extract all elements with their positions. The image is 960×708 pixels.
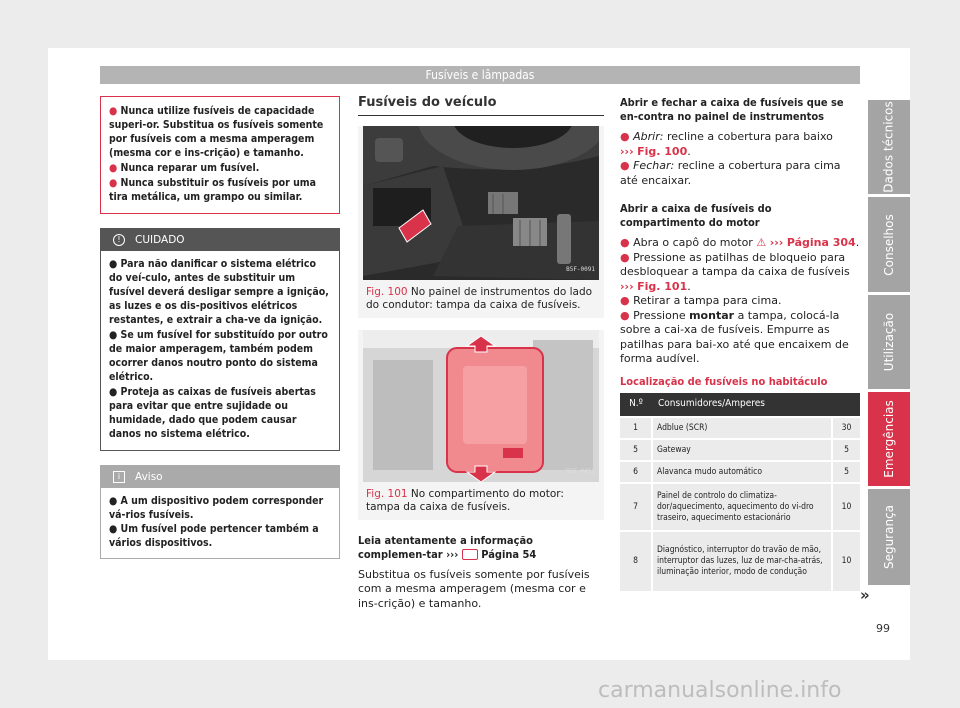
caution-header [101, 229, 339, 251]
note-box [100, 465, 340, 559]
figure-code: B5F-0452 [566, 468, 595, 475]
side-tab-dados-tecnicos[interactable]: Dados técnicos [868, 100, 910, 194]
side-tab-emergencias[interactable]: Emergências [868, 392, 910, 486]
caution-icon: ! [113, 234, 125, 246]
table-row: 6 Alavanca mudo automático 5 [620, 461, 860, 483]
page-number: 99 [876, 622, 890, 635]
engine-step: ● Pressione montar a tampa, colocá-la sobre a cai-xa de fusíveis. Empurre as patilhas para bai-xo até que encaixem de forma audível. [620, 308, 849, 365]
warning-item: ● Nunca utilize fusíveis de capacidade superi-or. Substitua os fusíveis somente por fusíveis com a mesma amperagem (mesma cor e ins-crição) e tamanho. [109, 105, 324, 159]
table-header-row [620, 393, 860, 417]
engine-step: ● Retirar a tampa para cima. [620, 294, 782, 307]
read-more-body: Substitua os fusíveis somente por fusíveis com a mesma amperagem (mesma cor e ins-crição) e tamanho. [358, 567, 590, 610]
warning-item: ● Nunca substituir os fusíveis por uma tira metálica, um grampo ou similar. [109, 177, 317, 203]
side-tab-utilizacao[interactable]: Utilização [868, 295, 910, 389]
close-step: ● Fechar: recline a cobertura para cima até encaixar. [620, 159, 841, 187]
table-row: 1 Adblue (SCR) 30 [620, 417, 860, 439]
warning-item: ● Nunca reparar um fusível. [109, 162, 260, 174]
caution-title: CUIDADO [135, 234, 185, 246]
read-more-heading: Leia atentamente a informação complemen-tar ››› Página 54 [358, 533, 537, 561]
side-tab-seguranca[interactable]: Segurança [868, 489, 910, 585]
table-row: 5 Gateway 5 [620, 439, 860, 461]
engine-step: ● Pressione as patilhas de bloqueio para desbloquear a tampa da caixa de fusíveis ››› Fig. 101. [620, 250, 850, 293]
read-more-link[interactable]: Página 54 [481, 547, 537, 561]
page-304-link[interactable]: Página 304 [786, 236, 856, 249]
column-right [620, 96, 860, 591]
table-row: 7 Painel de controlo do climatiza-dor/aquecimento, aquecimento do vi-dro traseiro, aquecimento estacionário 10 [620, 483, 860, 531]
column-middle [358, 96, 604, 611]
book-warning-icon [462, 549, 478, 560]
note-item: ● Um fusível pode pertencer também a vários dispositivos. [109, 523, 319, 549]
caution-box [100, 228, 340, 451]
fig-101-link[interactable]: Fig. 101 [637, 279, 688, 293]
open-step: ● Abrir: recline a cobertura para baixo ››› Fig. 100. [620, 130, 833, 158]
column-header: N.º [620, 393, 652, 417]
engine-step: ● Abra o capô do motor ⚠ ››› Página 304. [620, 236, 860, 249]
figure-100 [358, 126, 604, 318]
warning-triangle-icon: ⚠ [756, 236, 767, 249]
open-close-heading: Abrir e fechar a caixa de fusíveis que se en-contra no painel de instrumentos [620, 96, 844, 123]
engine-fusebox-image [363, 330, 599, 482]
column-header: Consumidores/Amperes [652, 393, 860, 417]
caution-item: ● Se um fusível for substituído por outro de maior amperagem, também podem ocorrer danos noutro ponto do sistema elétrico. [109, 329, 328, 383]
column-left [100, 96, 340, 559]
table-row: 8 Diagnóstico, interruptor do travão de mão, interruptor das luzes, luz de mar-cha-atrás, iluminação interior, modo de condução 10 [620, 531, 860, 591]
location-title: Localização de fusíveis no habitáculo [620, 374, 828, 388]
figure-101 [358, 330, 604, 520]
fig-100-link[interactable]: Fig. 100 [637, 144, 688, 158]
page-header: Fusíveis e lâmpadas [100, 66, 860, 84]
engine-heading: Abrir a caixa de fusíveis do compartimento do motor [620, 202, 772, 229]
caution-item: ● Proteja as caixas de fusíveis abertas para evitar que entre sujidade ou humidade, dado que podem causar danos no sistema elétrico. [109, 386, 316, 440]
dashboard-fusebox-image [363, 126, 599, 280]
side-tab-conselhos[interactable]: Conselhos [868, 197, 910, 292]
continue-arrow: » [860, 586, 870, 604]
figure-code: B5F-0091 [566, 266, 595, 273]
note-item: ● A um dispositivo podem corresponder vá-rios fusíveis. [109, 495, 324, 521]
figure-caption: Fig. 100 No painel de instrumentos do lado do condutor: tampa da caixa de fusíveis. [366, 285, 593, 311]
note-title: Aviso [135, 471, 163, 483]
warning-box [100, 96, 340, 214]
watermark: carmanualsonline.info [598, 678, 842, 703]
info-icon: i [113, 471, 125, 483]
note-header [101, 466, 339, 488]
caution-item: ● Para não danificar o sistema elétrico do veí-culo, antes de substituir um fusível deverá desligar sempre a ignição, as luzes e os dis-positivos elétricos restantes, e extrair a cha-ve da ignição. [109, 258, 329, 326]
figure-caption: Fig. 101 No compartimento do motor: tampa da caixa de fusíveis. [366, 487, 564, 513]
section-title: Fusíveis do veículo [358, 96, 604, 116]
fuse-table [620, 393, 860, 591]
